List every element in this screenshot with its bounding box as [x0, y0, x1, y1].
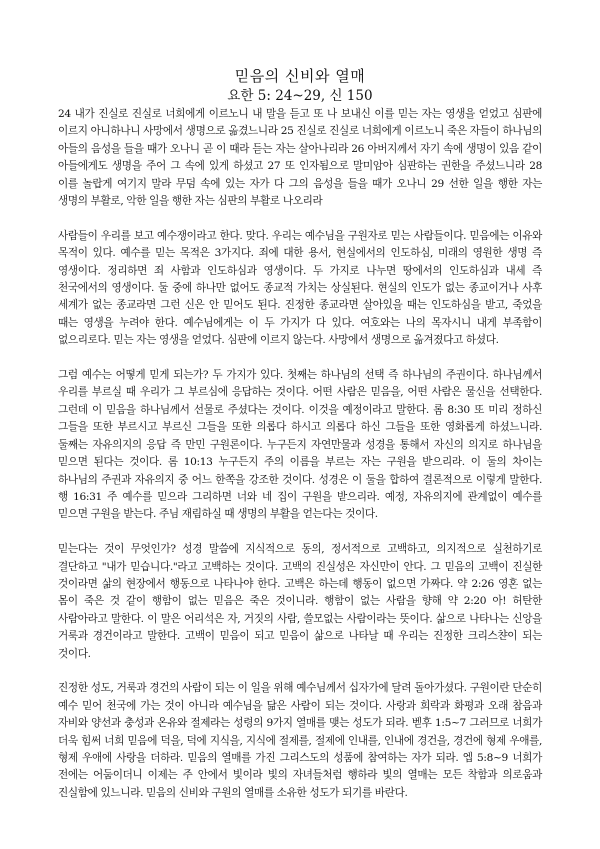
paragraph-gap	[58, 663, 542, 680]
page-title: 믿음의 신비와 열매	[234, 67, 366, 85]
paragraph-true-saint: 진정한 성도, 거룩과 경건의 사람이 되는 이 일을 위해 예수님께서 십자가에 달려 돌아가셨다. 구원이란 단순히 예수 믿어 천국에 가는 것이 아니라 예수님을 닮은 사람이 되는 것이다. 사랑과 희락과 화평과 오래 참음과 자비와 양선과 충성과 온유와 절제라는 성령의 9가지 열매를 맺는 성도가 되라. 벧후 1:5~7 그러므로 너희가 더욱 힘써 너희 믿음에 덕을, 덕에 지식을, 지식에 절제를, 절제에 인내를, 인내에 경건을, 경건에 형제 우애를, 형제 우애에 사랑을 더하라. 믿음의 열매를 가진 그리스도의 성품에 참여하는 자가 되라. 엡 5:8~9 너희가 전에는 어둠이더니 이제는 주 안에서 빛이라 빛의 자녀들처럼 행하라 빛의 열매는 모든 착함과 의로움과 진실함에 있느니라. 믿음의 신비와 구원의 열매를 소유한 성도가 되기를 바란다.	[58, 682, 542, 799]
paragraph-gap	[58, 210, 542, 227]
scripture-reference: 요한 5: 24~29, 신 150	[227, 88, 373, 104]
paragraph-gap	[58, 524, 542, 541]
paragraph-purpose-of-faith: 사람들이 우리를 보고 예수쟁이라고 한다. 맞다. 우리는 예수님을 구원자로 믿는 사람들이다. 믿음에는 이유와 목적이 있다. 예수를 믿는 목적은 3가지다. 죄에 대한 용서, 현실에서의 인도하심, 미래의 영원한 생명 즉 영생이다. 정리하면 죄 사함과 인도하심과 영생이다. 두 가지로 나누면 땅에서의 인도하심과 내세 즉 천국에서의 영생이다. 둘 중에 하나만 없어도 종교적 가치는 상실된다. 현실의 인도가 없는 종교이거나 사후 세계가 없는 종교라면 그런 신은 안 믿어도 된다. 진정한 종교라면 살아있을 때는 인도하심을 받고, 죽었을 때는 영생을 누려야 한다. 예수님에게는 이 두 가지가 다 있다. 여호와는 나의 목자시니 내게 부족함이 없으리로다. 믿는 자는 영생을 얻었다. 심판에 이르지 않는다. 사망에서 생명으로 옮겨졌다고 하셨다.	[58, 229, 542, 347]
paragraph-what-is-believing: 믿는다는 것이 무엇인가? 성경 말씀에 지식적으로 동의, 정서적으로 고백하고, 의지적으로 실천하기로 결단하고 "내가 믿습니다."라고 고백하는 것이다. 고백의 진실성은 자신만이 안다. 그 믿음의 고백이 진실한 것이라면 삶의 현장에서 행동으로 나타나야 한다. 고백은 하는데 행동이 없으면 가짜다. 약 2:26 영혼 없는 몸이 죽은 것 같이 행함이 없는 믿음은 죽은 것이니라. 행함이 없는 사람을 향해 약 2:20 아! 허탄한 사람아라고 말한다. 이 말은 어리석은 자, 거짓의 사람, 쓸모없는 사람이라는 뜻이다. 삶으로 나타나는 신앙을 거룩과 경건이라고 말한다. 고백이 믿음이 되고 믿음이 삶으로 나타날 때 우리는 진정한 크리스챤이 되는 것이다.	[58, 543, 542, 660]
paragraph-gap	[58, 350, 542, 367]
paragraph-how-to-believe: 그럼 예수는 어떻게 믿게 되는가? 두 가지가 있다. 첫째는 하나님의 선택 즉 하나님의 주권이다. 하나님께서 우리를 부르실 때 우리가 그 부르심에 응답하는 것이다. 어떤 사람은 믿음을, 어떤 사람은 물신을 선택한다. 그런데 이 믿음을 하나님께서 선물로 주셨다는 것이다. 이것을 예정이라고 말한다. 롬 8:30 또 미리 정하신 그들을 또한 부르시고 부르신 그들을 또한 의롭다 하시고 의롭다 하신 그들을 또한 영화롭게 하셨느니라. 둘째는 자유의지의 응답 즉 만민 구원론이다. 누구든지 자연만물과 성경을 통해서 자신의 의지로 하나님을 믿으면 된다는 것이다. 롬 10:13 누구든지 주의 이름을 부르는 자는 구원을 받으리라. 이 둘의 차이는 하나님의 주권과 자유의지 중 어느 한쪽을 강조한 것이다. 성경은 이 둘을 합하여 결론적으로 이렇게 말한다. 행 16:31 주 예수를 믿으라 그리하면 너와 네 집이 구원을 받으리라. 예정, 자유의지에 관계없이 예수를 믿으면 구원을 받는다. 주님 재림하실 때 생명의 부활을 얻는다는 것이다.	[58, 369, 542, 521]
sermon-page	[58, 66, 542, 802]
paragraph-scripture-text: 24 내가 진실로 진실로 너희에게 이르노니 내 말을 듣고 또 나 보내신 이를 믿는 자는 영생을 얻었고 심판에 이르지 아니하나니 사망에서 생명으로 옮겼느니라 25 진실로 진실로 너희에게 이르노니 죽은 자들이 하나님의 아들의 음성을 들을 때가 오나니 곧 이 때라 듣는 자는 살아나리라 26 아버지께서 자기 속에 생명이 있음 같이 아들에게도 생명을 주어 그 속에 있게 하셨고 27 또 인자됨으로 말미암아 심판하는 권한을 주셨느니라 28 이를 놀랍게 여기지 말라 무덤 속에 있는 자가 다 그의 음성을 들을 때가 오나니 29 선한 일을 행한 자는 생명의 부활로, 악한 일을 행한 자는 심판의 부활로 나오리라	[58, 108, 542, 208]
